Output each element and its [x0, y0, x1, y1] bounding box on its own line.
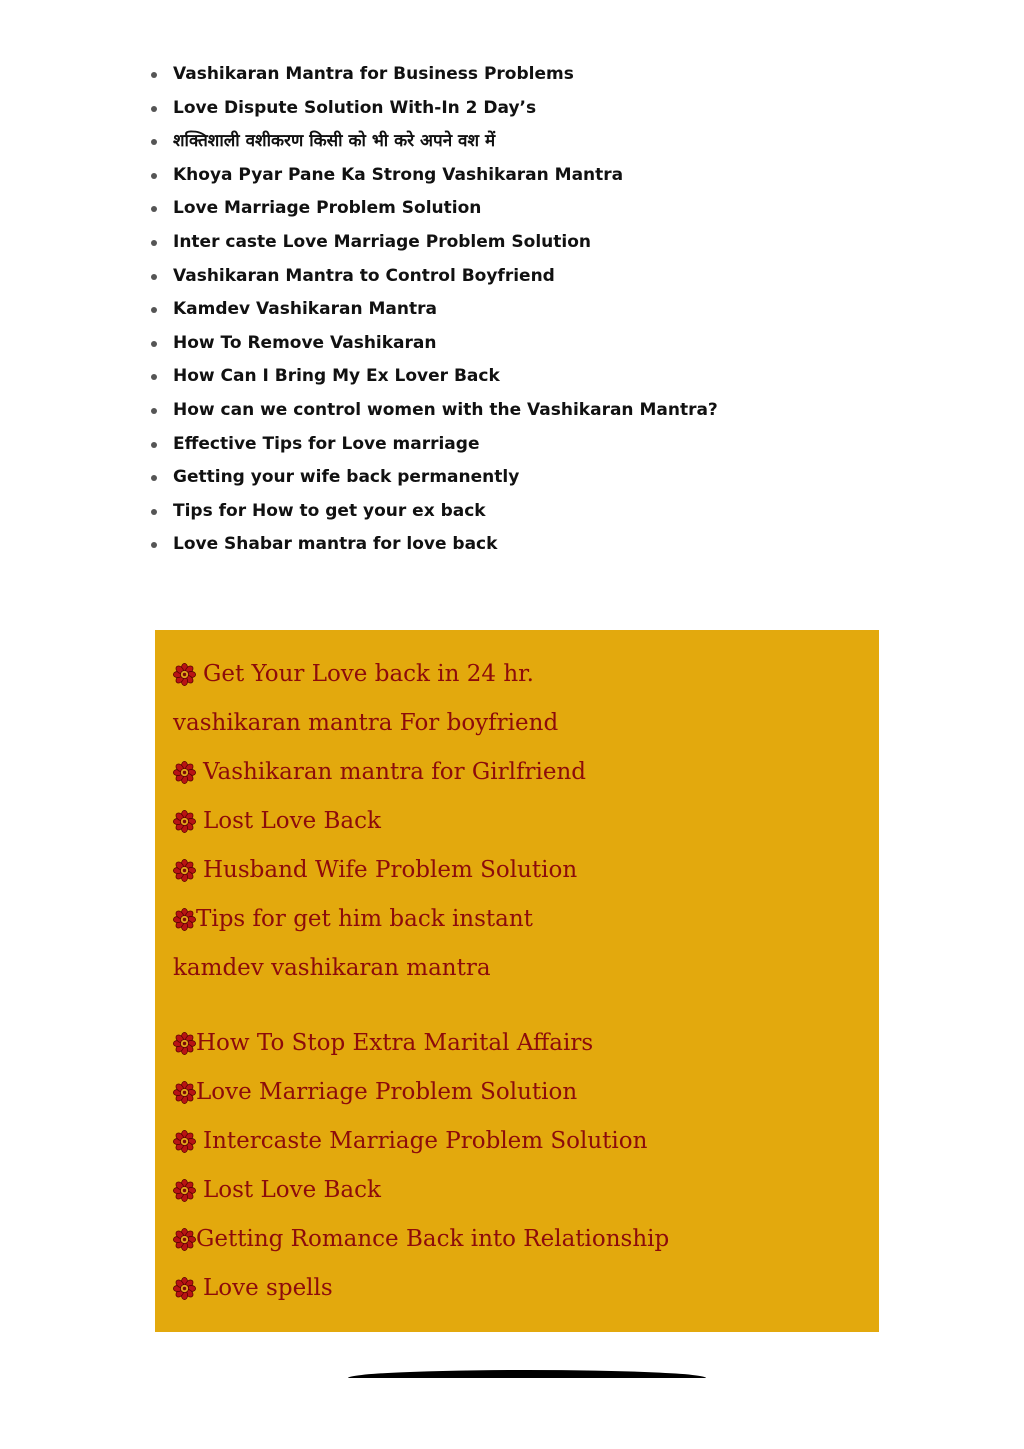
promo-item[interactable]	[173, 705, 558, 741]
list-item[interactable]: Vashikaran Mantra to Control Boyfriend	[150, 260, 718, 294]
article-link-list	[150, 58, 718, 562]
promo-box	[155, 630, 879, 1332]
promo-item[interactable]	[173, 1074, 577, 1110]
list-item[interactable]: शक्तिशाली वशीकरण किसी को भी करे अपने वश में	[150, 125, 718, 159]
promo-item-label: How To Stop Extra Marital Affairs	[196, 1030, 594, 1056]
flower-icon	[173, 1032, 196, 1055]
promo-item[interactable]	[173, 1270, 333, 1306]
promo-item-label: kamdev vashikaran mantra	[173, 955, 491, 981]
flower-icon	[173, 1130, 196, 1153]
flower-icon	[173, 908, 196, 931]
flower-icon	[173, 810, 196, 833]
promo-item[interactable]	[173, 1025, 593, 1061]
list-item[interactable]: How To Remove Vashikaran	[150, 327, 718, 361]
list-item[interactable]: Effective Tips for Love marriage	[150, 428, 718, 462]
flower-icon	[173, 761, 196, 784]
promo-item-label: Get Your Love back in 24 hr.	[203, 661, 534, 687]
list-item[interactable]: Vashikaran Mantra for Business Problems	[150, 58, 718, 92]
list-item[interactable]: Tips for How to get your ex back	[150, 495, 718, 529]
promo-item-label: Getting Romance Back into Relationship	[196, 1226, 670, 1252]
promo-item-label: Tips for get him back instant	[196, 906, 533, 932]
list-item[interactable]: How Can I Bring My Ex Lover Back	[150, 360, 718, 394]
list-item[interactable]: Getting your wife back permanently	[150, 461, 718, 495]
bottom-bar	[348, 1370, 706, 1378]
promo-item-label: Intercaste Marriage Problem Solution	[203, 1128, 648, 1154]
promo-item[interactable]	[173, 1123, 647, 1159]
promo-item[interactable]	[173, 803, 381, 839]
promo-item-label: Love Marriage Problem Solution	[196, 1079, 578, 1105]
promo-item[interactable]	[173, 656, 534, 692]
list-item[interactable]: Inter caste Love Marriage Problem Solution	[150, 226, 718, 260]
list-item[interactable]: Kamdev Vashikaran Mantra	[150, 293, 718, 327]
promo-item-label: Husband Wife Problem Solution	[203, 857, 578, 883]
list-item[interactable]: Love Shabar mantra for love back	[150, 528, 718, 562]
list-item[interactable]: Love Dispute Solution With-In 2 Day’s	[150, 92, 718, 126]
flower-icon	[173, 859, 196, 882]
flower-icon	[173, 663, 196, 686]
flower-icon	[173, 1179, 196, 1202]
promo-item-label: Vashikaran mantra for Girlfriend	[203, 759, 587, 785]
promo-item-label: Love spells	[203, 1275, 333, 1301]
list-item[interactable]: Khoya Pyar Pane Ka Strong Vashikaran Mantra	[150, 159, 718, 193]
promo-item[interactable]	[173, 950, 491, 986]
flower-icon	[173, 1081, 196, 1104]
list-item[interactable]: How can we control women with the Vashikaran Mantra?	[150, 394, 718, 428]
promo-item-label: Lost Love Back	[203, 1177, 381, 1203]
promo-item[interactable]	[173, 754, 586, 790]
flower-icon	[173, 1228, 196, 1251]
promo-item[interactable]	[173, 1221, 669, 1257]
promo-item[interactable]	[173, 1172, 381, 1208]
flower-icon	[173, 1277, 196, 1300]
promo-item[interactable]	[173, 901, 533, 937]
promo-item-label: vashikaran mantra For boyfriend	[173, 710, 559, 736]
list-item[interactable]: Love Marriage Problem Solution	[150, 192, 718, 226]
promo-item[interactable]	[173, 852, 577, 888]
promo-item-label: Lost Love Back	[203, 808, 381, 834]
